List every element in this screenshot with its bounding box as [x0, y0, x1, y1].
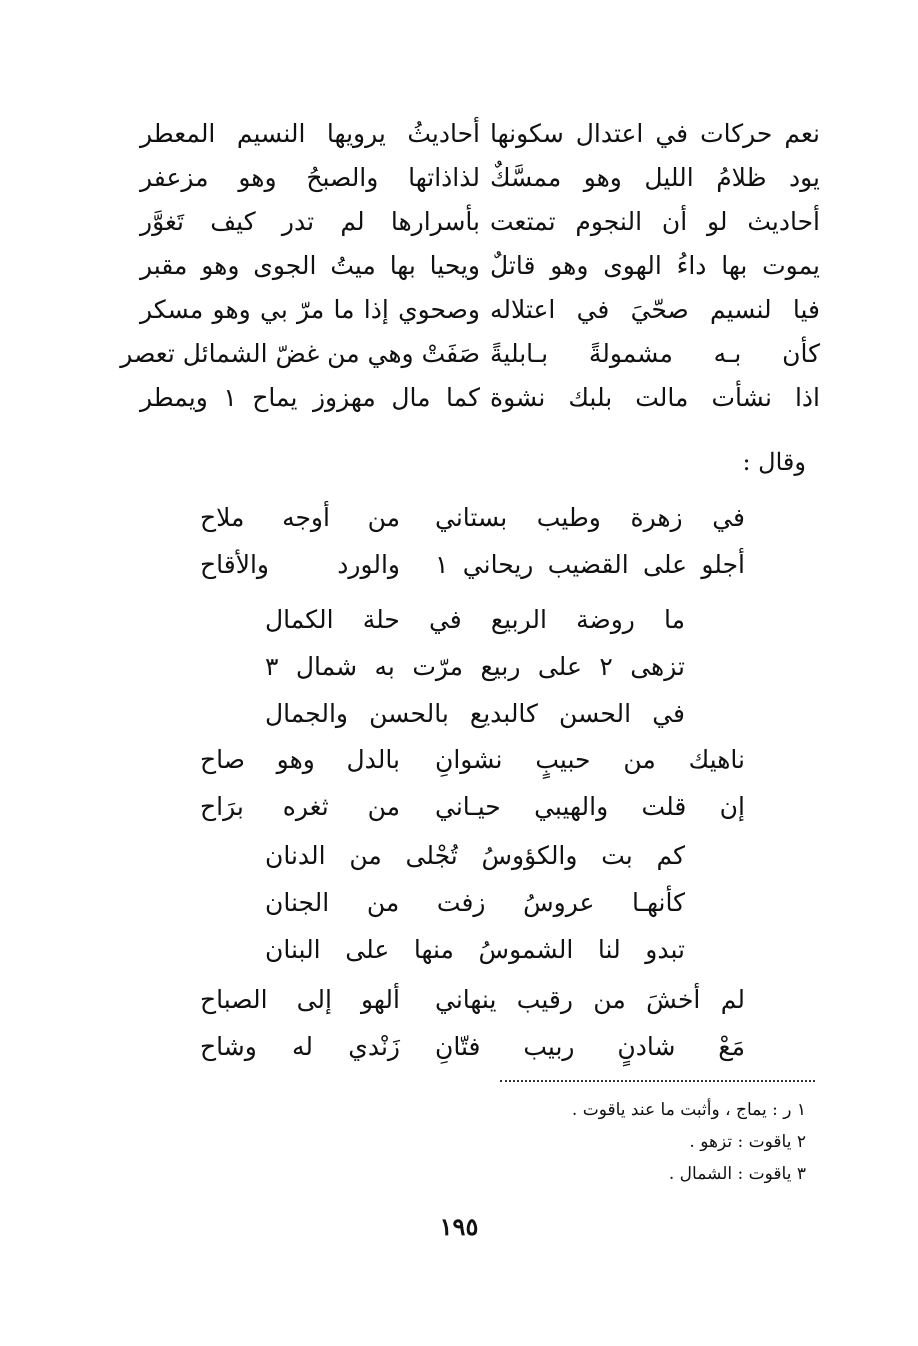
- verse-first-hemistich: يود ظلامُ الليل وهو ممسَّكٌ: [490, 163, 820, 192]
- footnote-2: ٢ ياقوت : تزهو .: [689, 1132, 806, 1152]
- verse-line: [200, 926, 745, 973]
- verse-line: [200, 832, 745, 879]
- verse-first-hemistich: يموت بها داءُ الهوى وهو قاتلٌ: [490, 251, 820, 280]
- verse-line: [200, 596, 745, 643]
- verse-line: [140, 156, 820, 200]
- page-number: ١٩٥: [439, 1212, 479, 1241]
- verse-first-hemistich: نعم حركات في اعتدال سكونها: [490, 119, 820, 148]
- verse-line: [140, 200, 820, 244]
- verse-line: [200, 643, 745, 690]
- verse-text: في الحسن كالبديع بالحسن والجمال: [265, 699, 685, 728]
- verse-text: ما روضة الربيع في حلة الكمال: [265, 605, 685, 634]
- verse-first-part: في زهرة وطيب بستاني: [435, 503, 745, 532]
- verse-line: [200, 541, 745, 588]
- footnotes: [406, 1094, 806, 1190]
- verse-line: [200, 736, 745, 783]
- verse-first-hemistich: اذا نشأت مالت بلبك نشوة: [490, 383, 820, 412]
- verse-line: [200, 783, 745, 830]
- verse-first-part: إن قلت والهيبي حيـاني: [435, 792, 745, 821]
- verse-first-hemistich: فيا لنسيم صحّيَ في اعتلاله: [490, 295, 820, 324]
- intro-heading: وقال :: [742, 448, 806, 476]
- verse-text: تبدو لنا الشموسُ منها على البنان: [265, 935, 685, 964]
- stanza-single-1: [200, 596, 745, 737]
- verse-second-part: بالدل وهو صاح: [200, 745, 400, 774]
- stanza-pair-3: [200, 976, 745, 1070]
- verse-text: كأنهـا عروسُ زفت من الجنان: [265, 888, 685, 917]
- verse-text: تزهى ٢ على ربيع مرّت به شمال ٣: [265, 652, 685, 681]
- footnote-divider: [500, 1080, 815, 1082]
- verse-line: [200, 1023, 745, 1070]
- verse-line: [140, 112, 820, 156]
- stanza-pair-1: [200, 494, 745, 588]
- footnote-3: ٣ ياقوت : الشمال .: [668, 1164, 806, 1184]
- verse-line: [200, 879, 745, 926]
- verse-second-hemistich: بأسرارها لم تدر كيف تَغوَّر: [140, 207, 480, 236]
- verse-text: كم بت والكؤوسُ تُجْلى من الدنان: [265, 841, 685, 870]
- verse-second-hemistich: لذاذاتها والصبحُ وهو مزعفر: [140, 163, 480, 192]
- verse-second-part: من أوجه ملاح: [200, 503, 400, 532]
- verse-second-part: والورد والأقاح: [200, 550, 400, 579]
- stanza-pair-2: [200, 736, 745, 830]
- verse-second-part: من ثغره برَاح: [200, 792, 400, 821]
- footnote-1: ١ ر : يماج ، وأثبت ما عند ياقوت .: [571, 1100, 806, 1120]
- verse-line: [200, 976, 745, 1023]
- verse-first-hemistich: أحاديث لو أن النجوم تمتعت: [490, 207, 820, 236]
- verse-first-part: ناهيك من حبيبٍ نشوانِ: [435, 745, 745, 774]
- verse-line: [140, 288, 820, 332]
- verse-line: [140, 244, 820, 288]
- verse-first-part: أجلو على القضيب ريحاني ١: [435, 550, 745, 579]
- verse-second-hemistich: صَفَتْ وهي من غضّ الشمائل تعصر: [120, 339, 480, 368]
- verse-line: [200, 494, 745, 541]
- verse-line: [120, 332, 820, 376]
- verse-second-hemistich: وصحوي إذا ما مرّ بي وهو مسكر: [140, 295, 480, 324]
- verse-second-hemistich: كما مال مهزوز يماح ١ ويمطر: [140, 383, 481, 412]
- verse-second-part: زَنْدي له وشاح: [200, 1032, 400, 1061]
- verse-second-hemistich: أحاديثُ يرويها النسيم المعطر: [140, 119, 480, 148]
- verse-second-part: ألهو إلى الصباح: [200, 985, 400, 1014]
- stanza-single-2: [200, 832, 745, 973]
- verse-line: [140, 376, 820, 420]
- qasida-block: [120, 112, 820, 420]
- verse-second-hemistich: ويحيا بها ميتُ الجوى وهو مقبر: [140, 251, 480, 280]
- verse-line: [200, 690, 745, 737]
- verse-first-part: مَعْ شادنٍ ربيب فتّانِ: [435, 1032, 745, 1061]
- verse-first-part: لم أخشَ من رقيب ينهاني: [435, 985, 745, 1014]
- verse-first-hemistich: كأن بـه مشمولةً بـابليةً: [490, 339, 820, 368]
